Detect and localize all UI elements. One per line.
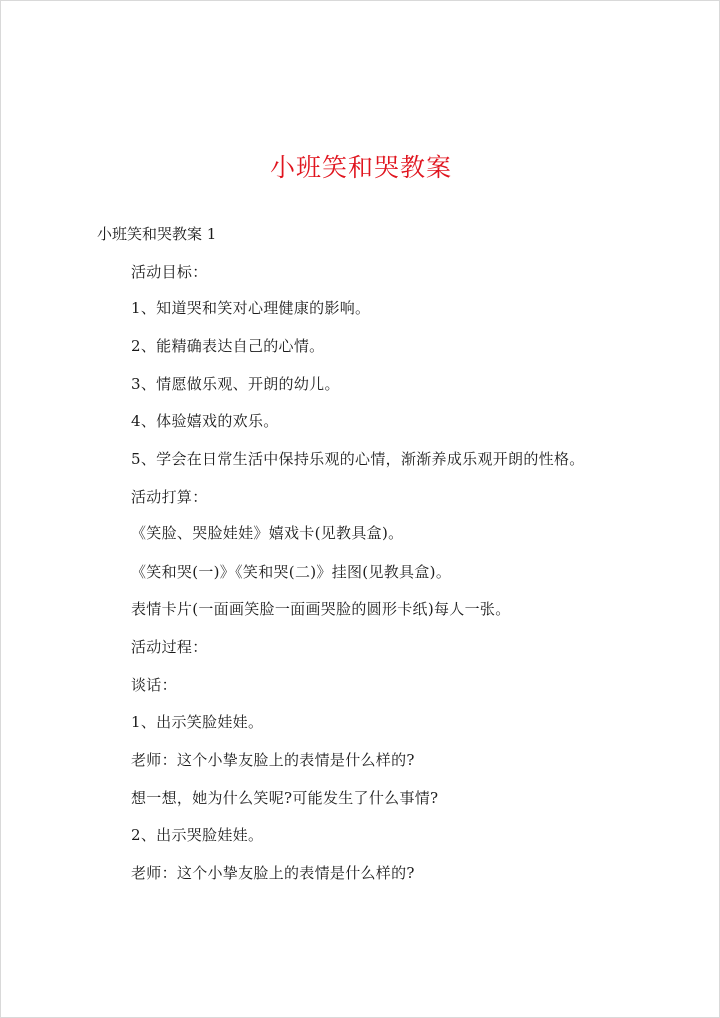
paragraph-talk-heading: 谈话： — [131, 676, 177, 694]
paragraph-objective-3: 3、情愿做乐观、开朗的幼儿。 — [131, 375, 340, 393]
paragraph-objective-4: 4、体验嬉戏的欢乐。 — [131, 412, 279, 430]
paragraph-objective-5: 5、学会在日常生活中保持乐观的心情，渐渐养成乐观开朗的性格。 — [131, 450, 585, 468]
paragraph-process-heading: 活动过程： — [131, 638, 208, 656]
document-title: 小班笑和哭教案 — [269, 153, 452, 182]
paragraph-preparation-heading: 活动打算： — [131, 488, 208, 506]
section-heading: 小班笑和哭教案 1 — [97, 225, 217, 243]
paragraph-step-2: 2、出示哭脸娃娃。 — [131, 826, 264, 844]
paragraph-preparation-2: 《笑和哭(一)》《笑和哭(二)》挂图(见教具盒)。 — [131, 563, 452, 581]
paragraph-think-question: 想一想，她为什么笑呢?可能发生了什么事情? — [131, 789, 439, 807]
paragraph-objectives-heading: 活动目标： — [131, 263, 208, 281]
paragraph-objective-1: 1、知道哭和笑对心理健康的影响。 — [131, 299, 371, 317]
paragraph-teacher-question-2: 老师：这个小挚友脸上的表情是什么样的? — [131, 864, 415, 882]
paragraph-step-1: 1、出示笑脸娃娃。 — [131, 713, 264, 731]
paragraph-preparation-3: 表情卡片(一面画笑脸一面画哭脸的圆形卡纸)每人一张。 — [131, 600, 511, 618]
paragraph-preparation-1: 《笑脸、哭脸娃娃》嬉戏卡(见教具盒)。 — [131, 524, 404, 542]
paragraph-teacher-question-1: 老师：这个小挚友脸上的表情是什么样的? — [131, 751, 415, 769]
paragraph-objective-2: 2、能精确表达自己的心情。 — [131, 337, 325, 355]
